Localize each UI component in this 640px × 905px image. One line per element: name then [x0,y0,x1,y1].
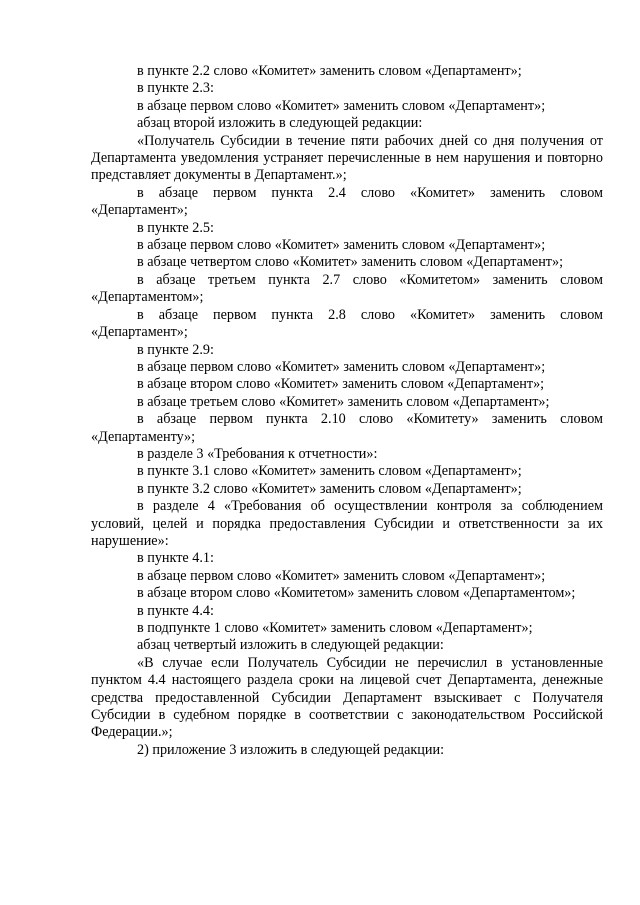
paragraph: «Получатель Субсидии в течение пяти рабочих дней со дня получения от Департамента уведомления устраняет перечисленные в нем нарушения и повторно представляет документы в Департамент.»; [91,132,603,184]
paragraph: 2) приложение 3 изложить в следующей редакции: [137,741,445,758]
document-body [91,63,603,759]
paragraph: в абзаце первом пункта 2.10 слово «Комитету» заменить словом «Департаменту»; [91,411,603,445]
paragraph: в пункте 2.2 слово «Комитет» заменить словом «Департамент»; [137,63,522,79]
paragraph: в разделе 3 «Требования к отчетности»: [137,445,378,462]
paragraph: в подпункте 1 слово «Комитет» заменить словом «Департамент»; [137,620,533,636]
paragraph: в абзаце втором слово «Комитетом» заменить словом «Департаментом»; [137,585,576,602]
paragraph: в абзаце первом пункта 2.8 слово «Комитет» заменить словом «Департамент»; [91,306,603,341]
paragraph: в пункте 3.1 слово «Комитет» заменить словом «Департамент»; [137,463,522,480]
paragraph: в разделе 4 «Требования об осуществлении контроля за соблюдением условий, целей и порядка предоставления Субсидии и ответственности за их нарушение»: [91,498,603,549]
paragraph: в абзаце первом слово «Комитет» заменить словом «Департамент»; [137,237,546,254]
paragraph: в пункте 4.4: [137,602,214,619]
paragraph: «В случае если Получатель Субсидии не перечислил в установленные пунктом 4.4 настоящего раздела сроки на лицевой счет Департамента, денежные средства предоставленной Субсидии Департамент взыскивает с Получателя Субсидии в судебном порядке в соответствии с законодательством Российской Федерации.»; [91,654,603,741]
paragraph: в абзаце втором слово «Комитет» заменить словом «Департамент»; [137,376,545,393]
paragraph: в абзаце первом слово «Комитет» заменить словом «Департамент»; [137,567,546,584]
paragraph: в пункте 3.2 слово «Комитет» заменить словом «Департамент»; [137,480,522,497]
paragraph: в абзаце четвертом слово «Комитет» заменить словом «Департамент»; [137,254,564,271]
paragraph: в пункте 4.1: [137,550,214,567]
paragraph: абзац четвертый изложить в следующей редакции: [137,637,444,654]
paragraph: абзац второй изложить в следующей редакции: [137,115,423,132]
paragraph: в пункте 2.9: [137,341,214,358]
paragraph: в абзаце третьем пункта 2.7 слово «Комитетом» заменить словом «Департаментом»; [91,271,603,306]
paragraph: в абзаце первом слово «Комитет» заменить словом «Департамент»; [137,97,546,114]
paragraph: в пункте 2.3: [137,80,214,97]
paragraph: в абзаце первом пункта 2.4 слово «Комитет» заменить словом «Департамент»; [91,184,603,219]
paragraph: в абзаце третьем слово «Комитет» заменить словом «Департамент»; [137,393,550,410]
paragraph: в пункте 2.5: [137,219,214,236]
paragraph: в абзаце первом слово «Комитет» заменить словом «Департамент»; [137,358,546,375]
